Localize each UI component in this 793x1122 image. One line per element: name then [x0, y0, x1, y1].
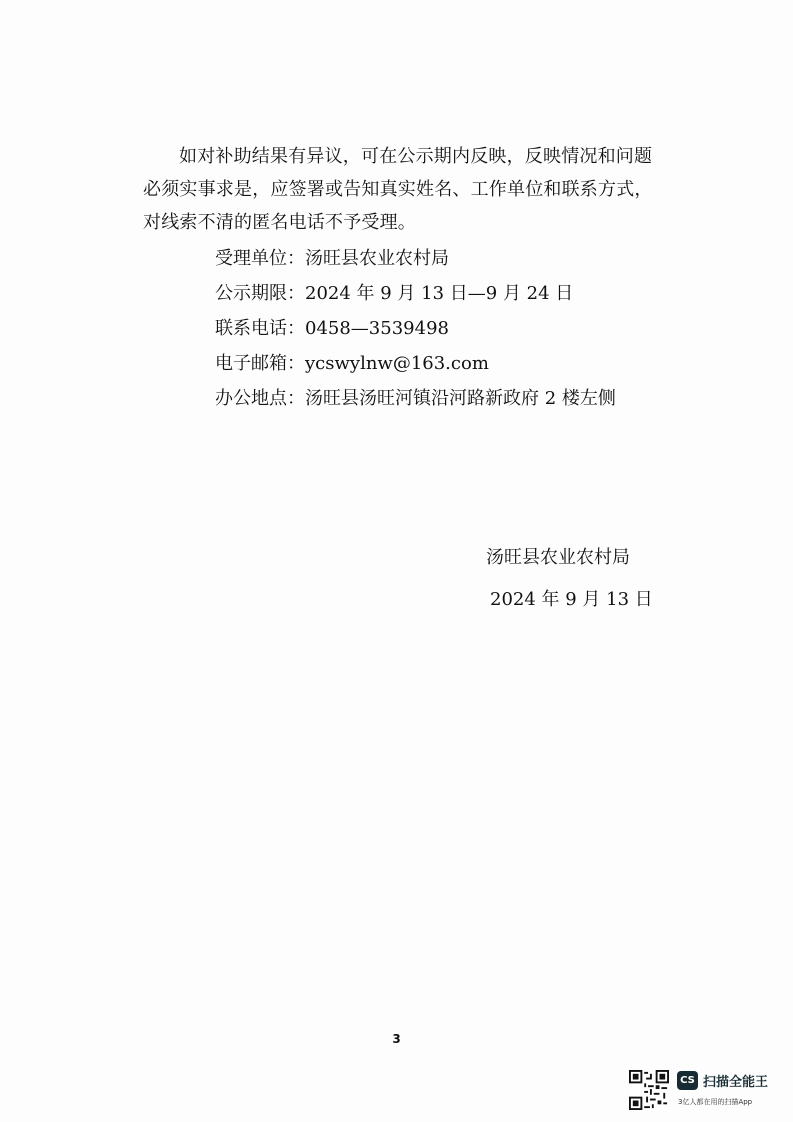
scanner-watermark [629, 1070, 779, 1110]
paragraph-line-2: 必须实事求是，应签署或告知真实姓名、工作单位和联系方式， [143, 179, 653, 200]
qr-code-icon [629, 1070, 669, 1110]
handling-unit: 受理单位：汤旺县农业农村局 [215, 248, 449, 269]
contact-phone: 联系电话：0458—3539498 [215, 318, 449, 339]
issue-date: 2024 年 9 月 13 日 [490, 589, 653, 610]
paragraph-line-1: 如对补助结果有异议，可在公示期内反映，反映情况和问题 [179, 146, 653, 167]
issuing-organization: 汤旺县农业农村局 [486, 547, 630, 568]
contact-information [215, 241, 616, 416]
scanner-slogan: 3亿人都在用的扫描App [678, 1098, 753, 1106]
signature-block [486, 537, 653, 621]
publicity-period: 公示期限：2024 年 9 月 13 日—9 月 24 日 [215, 283, 574, 304]
scanner-brand-name: 扫描全能王 [703, 1075, 769, 1090]
page-number: 3 [392, 1032, 401, 1046]
contact-email: 电子邮箱：ycswylnw@163.com [215, 353, 489, 374]
paragraph-line-3: 对线索不清的匿名电话不予受理。 [143, 212, 416, 233]
office-address: 办公地点：汤旺县汤旺河镇沿河路新政府 2 楼左侧 [215, 388, 616, 409]
camscanner-logo: CS [677, 1071, 698, 1090]
objection-paragraph [143, 140, 663, 239]
